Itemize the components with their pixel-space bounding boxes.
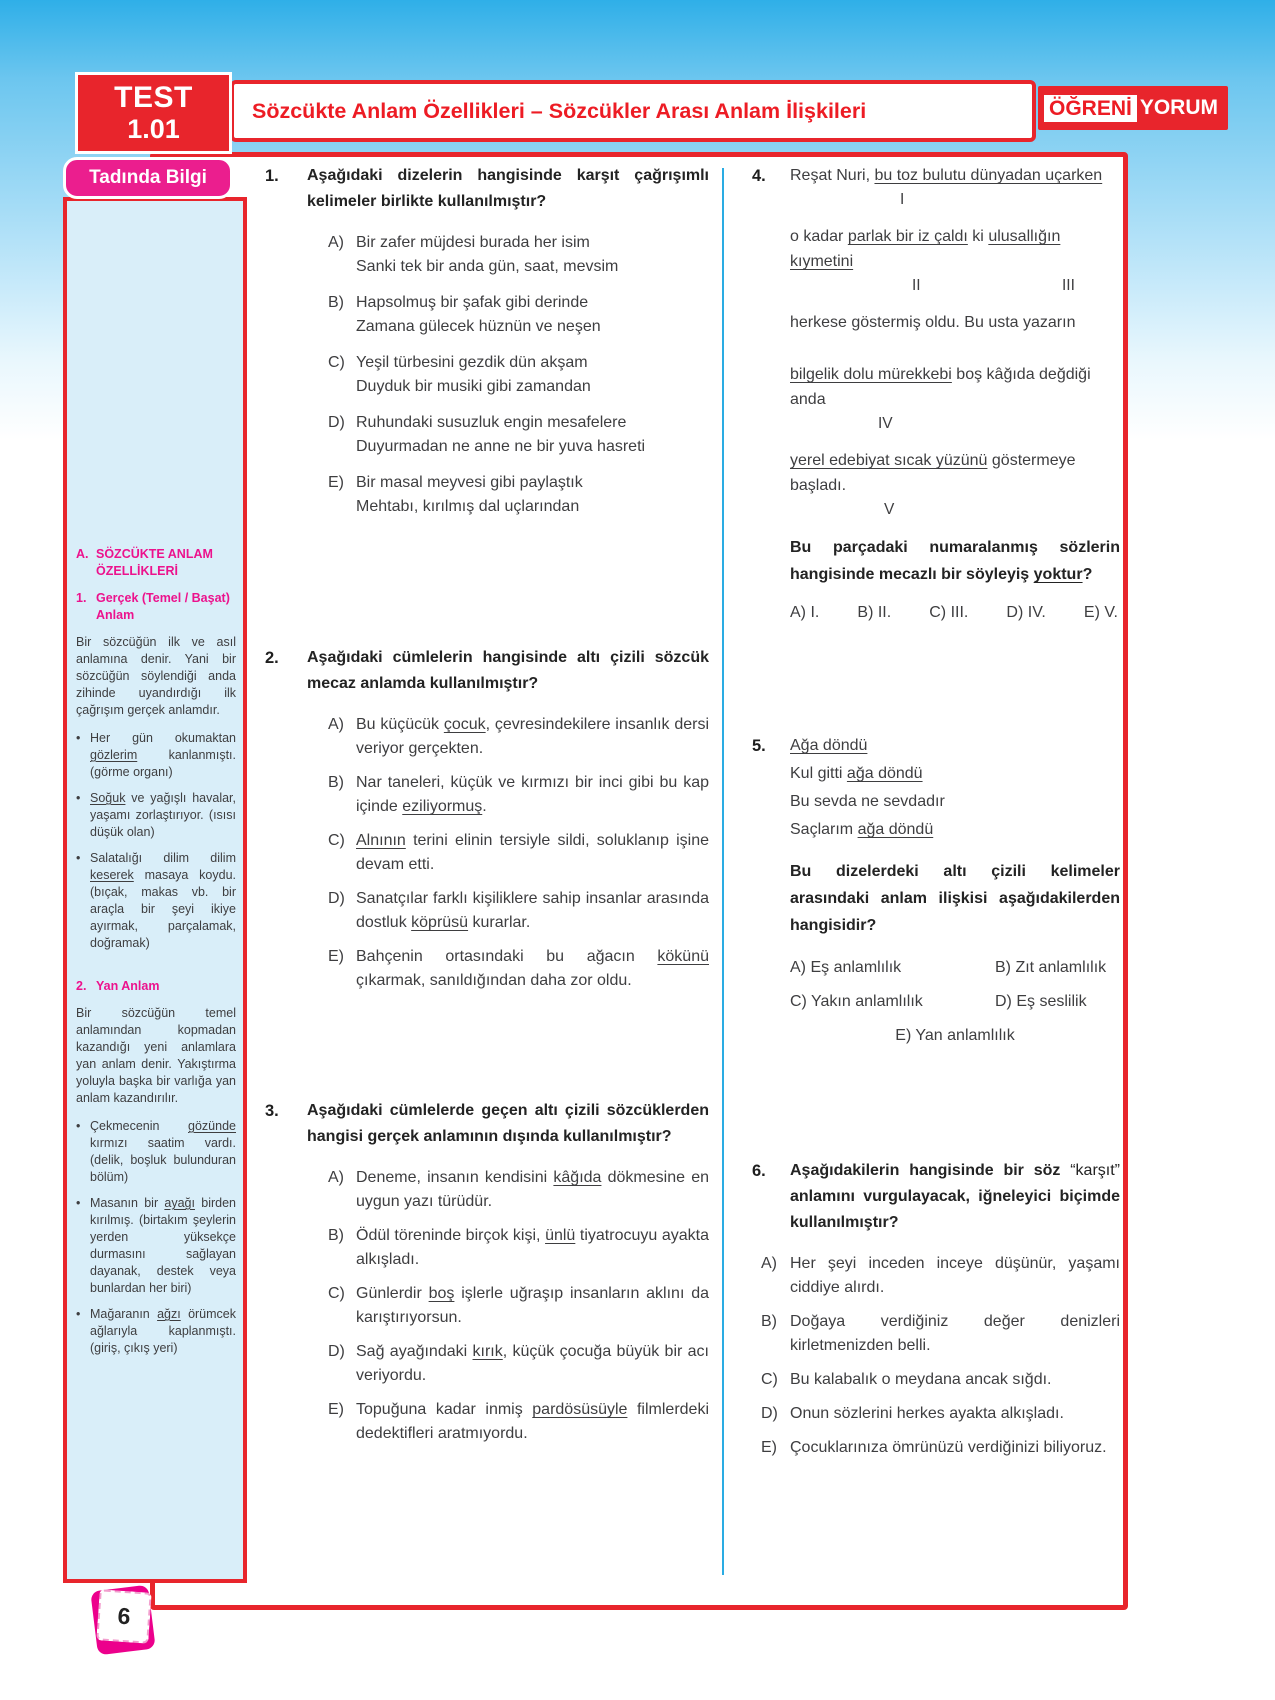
option-e: E) Çocuklarınıza ömrünüzü verdiğinizi biliyoruz. — [761, 1439, 1107, 1456]
list-item: • Her gün okumaktan gözlerim kanlanmıştı. (görme organı) — [76, 731, 236, 779]
sidebar-paragraph-2: Bir sözcüğün temel anlamından kopmadan kazandığı yeni anlamlara yan anlam denir. Yakıştırma yoluyla başka bir varlığa yan anlam kazandırılır. — [76, 1006, 236, 1105]
sidebar-paragraph-1: Bir sözcüğün ilk ve asıl anlamına denir. Yani bir sözcüğün söylendiği anda zihinde uyandırdığı ilk çağrışım gerçek anlamdır. — [76, 635, 236, 717]
test-number-box — [75, 72, 232, 154]
bullet-icon: • — [76, 731, 81, 745]
question-number: 5. — [752, 737, 766, 755]
option-e: E) Bahçenin ortasındaki bu ağacın kökünü çıkarmak, sanıldığından daha zor oldu. — [328, 948, 709, 989]
question-6 — [752, 1158, 1120, 1470]
sidebar-heading-1: 1. Gerçek (Temel / Başat) Anlam — [76, 591, 230, 622]
bullet-icon: • — [76, 791, 81, 805]
option-b: B) Ödül töreninde birçok kişi, ünlü tiyatrocuyu ayakta alkışladı. — [328, 1227, 709, 1268]
spacer — [790, 338, 1120, 362]
list-item: • Soğuk ve yağışlı havalar, yaşamı zorlaştırıyor. (ısısı düşük olan) — [76, 791, 236, 839]
option-b: B) II. — [857, 604, 892, 621]
option-d: D) Sağ ayağındaki kırık, küçük çocuğa büyük bir acı veriyordu. — [328, 1343, 710, 1384]
question-stem: Aşağıdaki cümlelerin hangisinde altı çizili sözcük mecaz anlamda kullanılmıştır? — [307, 649, 709, 692]
verse-line: Saçlarım ağa döndü — [790, 821, 934, 838]
bullet-icon: • — [76, 1196, 81, 1210]
list-item: • Salatalığı dilim dilim keserek masaya koydu. (bıçak, makas vb. bir araçla bir şeyi ikiye ayırmak, parçalamak, doğramak) — [76, 851, 236, 950]
option-b: B) Doğaya verdiğiniz değer denizleri kirletmenizden belli. — [761, 1313, 1120, 1354]
question-stem: Aşağıdaki dizelerin hangisinde karşıt çağrışımlı kelimeler birlikte kullanılmıştır? — [307, 167, 709, 210]
bullet-icon: • — [76, 1119, 81, 1133]
question-number: 6. — [752, 1162, 766, 1180]
passage-numeral-row: IV — [878, 415, 893, 432]
verse-line: Kul gitti ağa döndü — [790, 765, 923, 782]
option-b: B) Hapsolmuş bir şafak gibi derinde Zamana gülecek hüznün ve neşen — [328, 294, 601, 335]
passage-line: herkese göstermiş oldu. Bu usta yazarın — [790, 314, 1076, 331]
question-2 — [265, 645, 709, 1003]
options-row — [790, 604, 1120, 622]
option-e: E) Bir masal meyvesi gibi paylaştık Mehtabı, kırılmış dal uçlarından — [328, 474, 583, 515]
option-a: A) I. — [790, 604, 820, 621]
option-e: E) V. — [1083, 604, 1118, 621]
column-divider — [722, 168, 724, 1575]
bullet-icon: • — [76, 1307, 81, 1321]
sidebar-info-box — [63, 197, 247, 1583]
passage-numeral-row: II III — [912, 277, 1075, 294]
option-c: C) Alnının terini elinin tersiyle sildi, soluklanıp işine devam etti. — [328, 832, 709, 873]
test-label: TEST — [114, 81, 193, 114]
question-stem: Aşağıdaki cümlelerde geçen altı çizili sözcüklerden hangisi gerçek anlamının dışında kullanılmıştır? — [307, 1102, 709, 1145]
brand-logo-right: YORUM — [1139, 96, 1219, 119]
question-4 — [752, 163, 1120, 622]
question-number: 3. — [265, 1102, 279, 1120]
options-grid — [790, 955, 1120, 1048]
option-d: D) Eş seslilik — [995, 993, 1087, 1010]
question-stem: Bu dizelerdeki altı çizili kelimeler arasındaki anlam ilişkisi aşağıdakilerden hangisidir? — [790, 863, 1120, 934]
brand-logo — [1038, 86, 1228, 130]
page-number-badge — [94, 1588, 154, 1656]
list-item: • Masanın bir ayağı birden kırılmış. (birtakım şeylerin yerden yüksekçe durmasını sağlayan dayanak, destek veya bunlardan her biri) — [76, 1196, 236, 1295]
option-e: E) Topuğuna kadar inmiş pardösüsüyle filmlerdeki dedektifleri aratmıyordu. — [328, 1401, 709, 1442]
question-stem: Bu parçadaki numaralanmış sözlerin hangisinde mecazlı bir söyleyiş yoktur? — [790, 539, 1120, 583]
option-a: A) Deneme, insanın kendisini kâğıda dökmesine en uygun yazı türüdür. — [328, 1169, 710, 1210]
question-number: 1. — [265, 167, 279, 185]
passage-numeral-row: V — [884, 501, 895, 518]
option-c: C) Yeşil türbesini gezdik dün akşam Duyduk bir musiki gibi zamandan — [328, 354, 591, 395]
sidebar-heading-a: A. SÖZCÜKTE ANLAM ÖZELLİKLERİ — [76, 547, 213, 578]
sidebar-label: Tadında Bilgi — [63, 157, 233, 199]
passage-numeral-row: I — [900, 191, 905, 208]
question-number: 2. — [265, 649, 279, 667]
test-number: 1.01 — [127, 114, 180, 144]
question-number: 4. — [752, 167, 766, 185]
verse-line: Bu sevda ne sevdadır — [790, 793, 945, 810]
bullet-icon: • — [76, 851, 81, 865]
option-a: A) Eş anlamlılık — [790, 959, 902, 976]
page-title-bar — [230, 80, 1036, 142]
passage-line: o kadar parlak bir iz çaldı ki ulusallığın kıymetini — [790, 228, 1061, 270]
page-number: 6 — [116, 1602, 132, 1630]
option-c: C) Günlerdir boş işlerle uğraşıp insanların aklını da karıştırıyorsun. — [328, 1285, 709, 1326]
list-item: • Çekmecenin gözünde kırmızı saatim vardı. (delik, boşluk bulunduran bölüm) — [76, 1119, 236, 1184]
brand-logo-left: ÖĞRENİ — [1044, 95, 1137, 122]
option-d: D) Ruhundaki susuzluk engin mesafelere Duyurmadan ne anne ne bir yuva hasreti — [328, 414, 646, 455]
option-e: E) Yan anlamlılık — [895, 1027, 1015, 1044]
question-3 — [265, 1098, 709, 1456]
option-c: C) III. — [929, 604, 969, 621]
option-c: C) Yakın anlamlılık — [790, 993, 923, 1010]
list-item: • Mağaranın ağzı örümcek ağlarıyla kaplanmıştı. (giriş, çıkış yeri) — [76, 1307, 236, 1355]
passage-line: Reşat Nuri, bu toz bulutu dünyadan uçarken — [790, 167, 1103, 184]
option-c: C) Bu kalabalık o meydana ancak sığdı. — [761, 1371, 1052, 1388]
passage-line: yerel edebiyat sıcak yüzünü göstermeye başladı. — [790, 452, 1076, 494]
question-1 — [265, 163, 709, 531]
option-a: A) Her şeyi inceden inceye düşünür, yaşamı ciddiye alırdı. — [761, 1255, 1120, 1296]
option-a: A) Bu küçücük çocuk, çevresindekilere insanlık dersi veriyor gerçekten. — [328, 716, 709, 757]
option-d: D) Sanatçılar farklı kişiliklere sahip insanlar arasında dostluk köprüsü kurarlar. — [328, 890, 709, 931]
passage-line: bilgelik dolu mürekkebi boş kâğıda değdiği anda — [790, 366, 1091, 408]
option-a: A) Bir zafer müjdesi burada her isim Sanki tek bir anda gün, saat, mevsim — [328, 234, 619, 275]
sidebar-heading-2: 2. Yan Anlam — [76, 979, 160, 993]
option-d: D) IV. — [1006, 604, 1046, 621]
badge-front — [96, 1589, 151, 1644]
page-title: Sözcükte Anlam Özellikleri – Sözcükler Arası Anlam İlişkileri — [252, 98, 867, 123]
option-d: D) Onun sözlerini herkes ayakta alkışladı. — [761, 1405, 1064, 1422]
question-5 — [752, 733, 1120, 1048]
verse-line: Ağa döndü — [790, 737, 868, 754]
option-b: B) Zıt anlamlılık — [995, 959, 1107, 976]
question-stem: Aşağıdakilerin hangisinde bir söz “karşıt” anlamını vurgulayacak, iğneleyici biçimde kullanılmıştır? — [790, 1162, 1120, 1231]
option-b: B) Nar taneleri, küçük ve kırmızı bir inci gibi bu kap içinde eziliyormuş. — [328, 774, 709, 815]
